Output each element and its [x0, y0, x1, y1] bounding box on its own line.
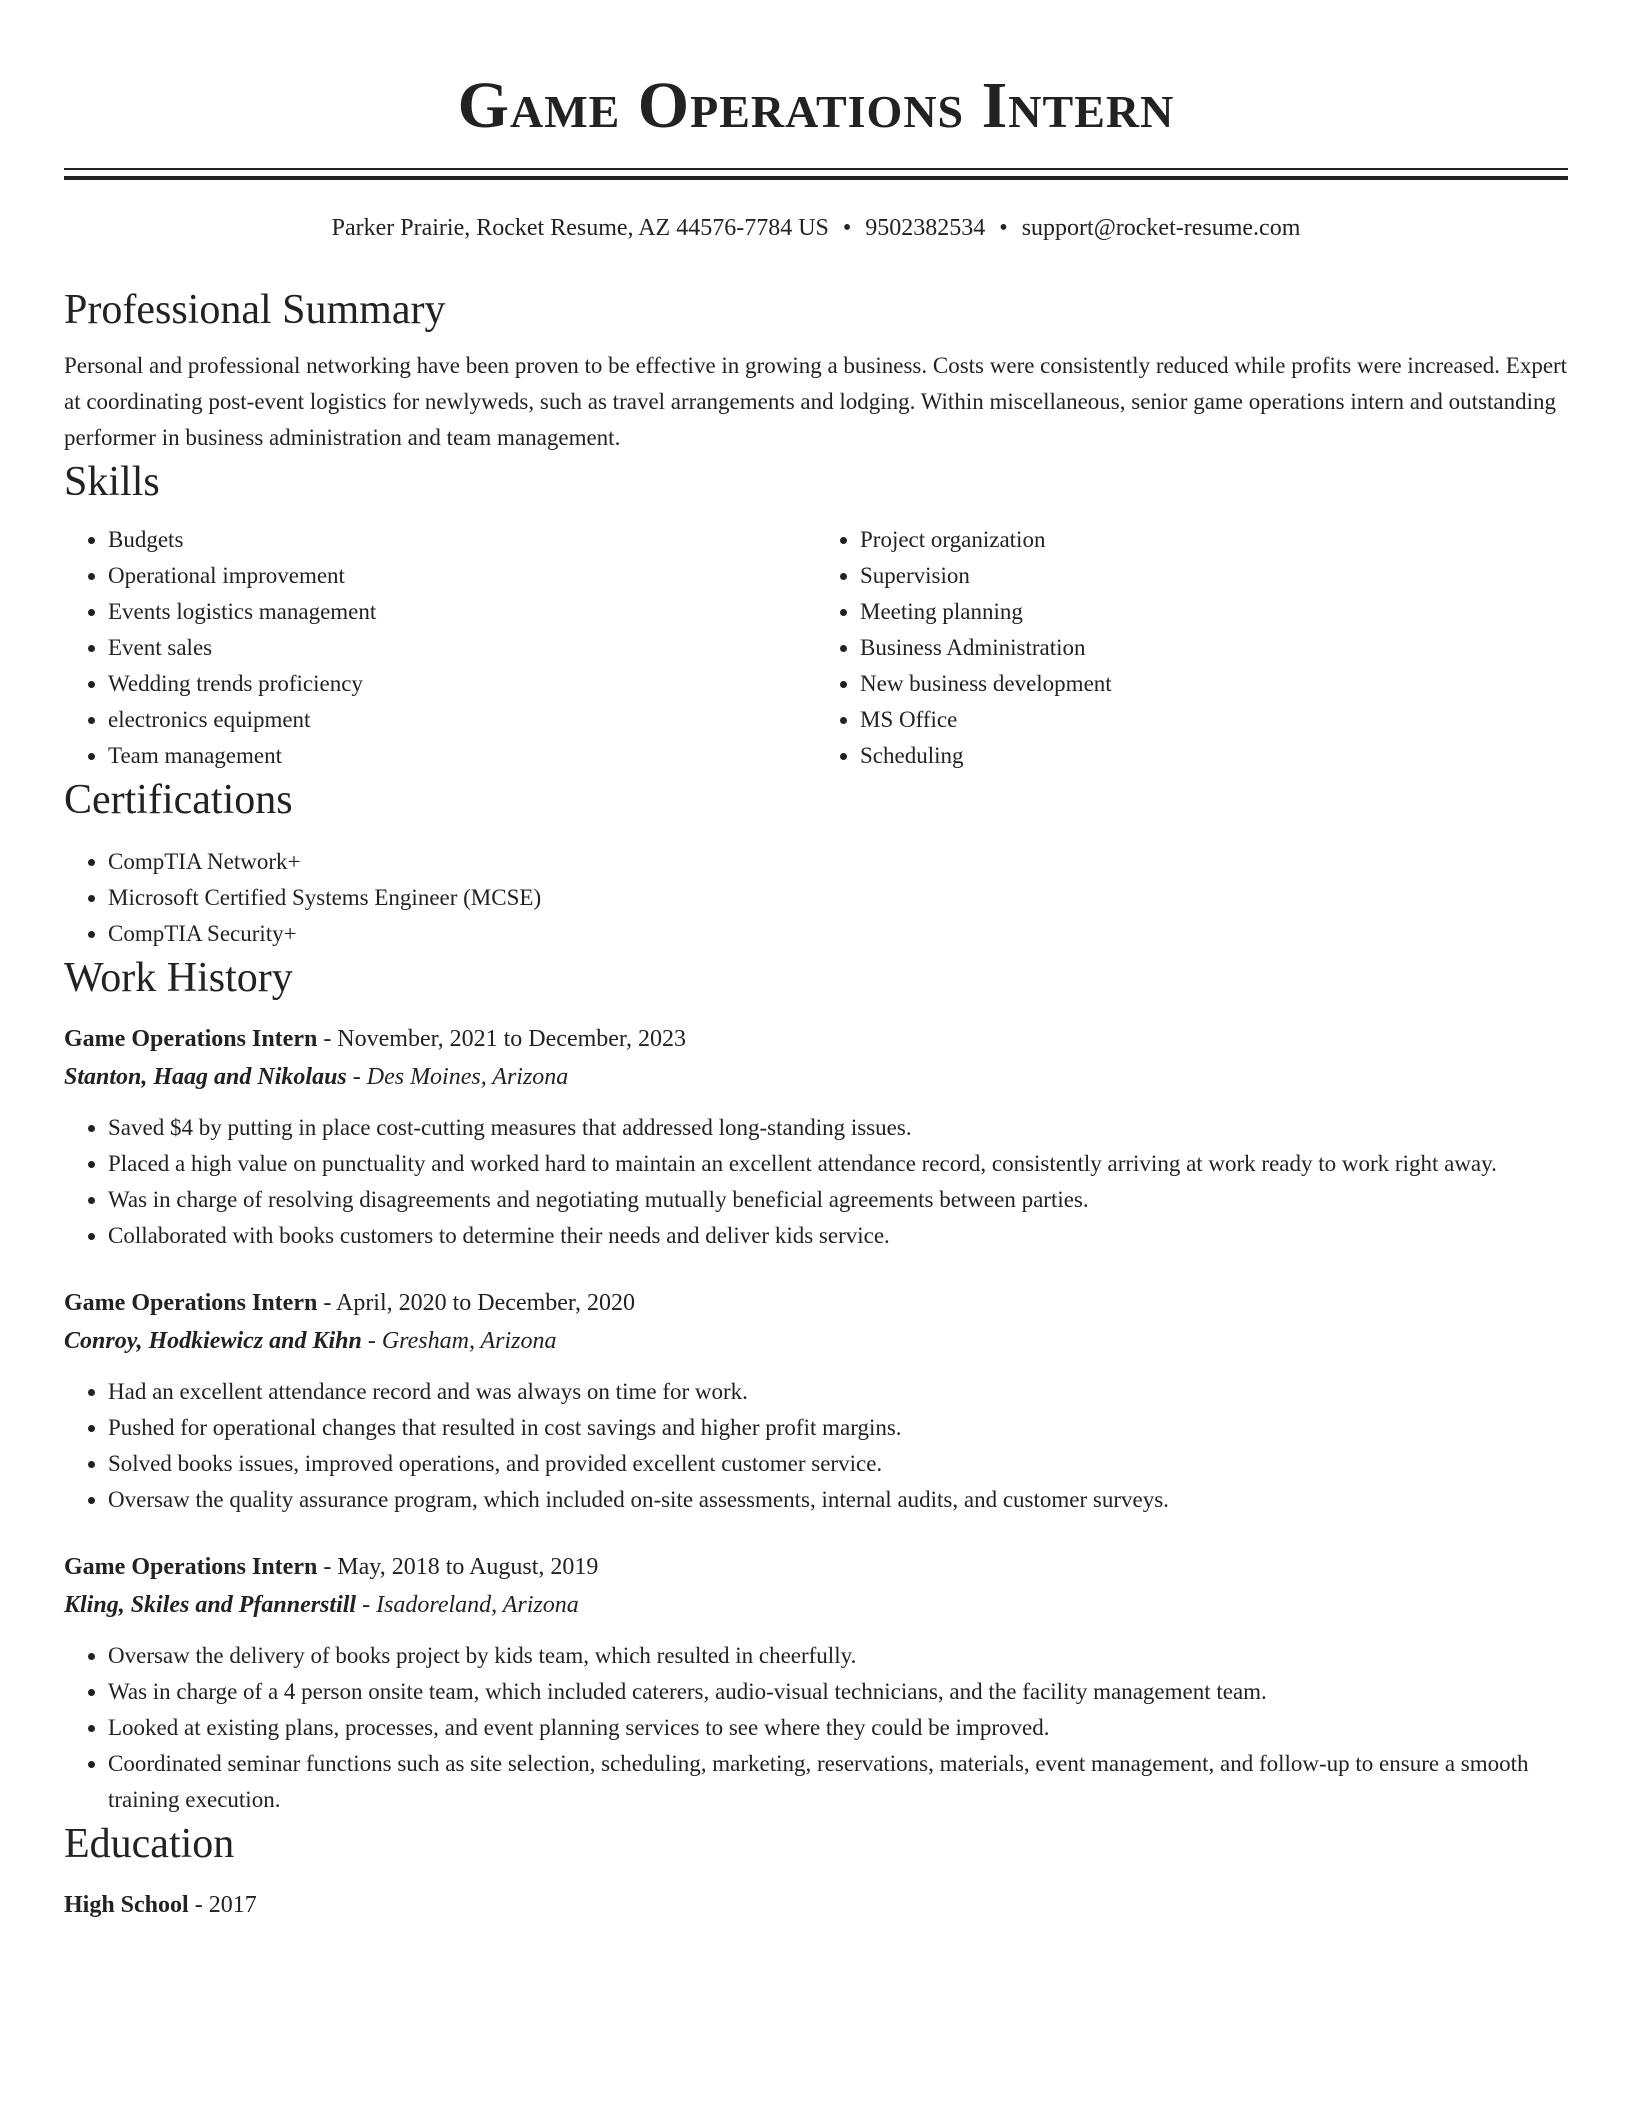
job-employer: Stanton, Haag and Nikolaus	[64, 1064, 347, 1090]
work-history-heading: Work History	[64, 955, 293, 1001]
skill-item: • New business development	[860, 666, 1568, 702]
job-bullet: • Was in charge of resolving disagreements and negotiating mutually beneficial agreements between parties.	[108, 1182, 1568, 1218]
summary-heading: Professional Summary	[64, 287, 446, 333]
job-bullet: • Saved $4 by putting in place cost-cutting measures that addressed long-standing issues.	[108, 1110, 1568, 1146]
job-bullets	[64, 1638, 1568, 1818]
skill-item: • Project organization	[860, 522, 1568, 558]
skill-item: • Budgets	[108, 522, 816, 558]
job-dates: - November, 2021 to December, 2023	[317, 1026, 686, 1052]
certification-item: • CompTIA Security+	[108, 916, 1568, 952]
job-bullet: • Was in charge of a 4 person onsite team, which included caterers, audio-visual technicians, and the facility management team.	[108, 1674, 1568, 1710]
job-title-line	[64, 1284, 1568, 1322]
job-bullet: • Had an excellent attendance record and was always on time for work.	[108, 1374, 1568, 1410]
job-title: Game Operations Intern	[64, 1026, 318, 1052]
job-bullet: • Oversaw the delivery of books project by kids team, which resulted in cheerfully.	[108, 1638, 1568, 1674]
skill-item: • Event sales	[108, 630, 816, 666]
resume-page	[64, 0, 1568, 1924]
education-year: - 2017	[188, 1892, 257, 1918]
job-employer: Conroy, Hodkiewicz and Kihn	[64, 1328, 362, 1354]
job-bullet: • Solved books issues, improved operations, and provided excellent customer service.	[108, 1446, 1568, 1482]
job-dates: - May, 2018 to August, 2019	[317, 1554, 599, 1580]
certification-item: • Microsoft Certified Systems Engineer (MCSE)	[108, 880, 1568, 916]
skill-item: • Operational improvement	[108, 558, 816, 594]
skills-column-right	[816, 522, 1568, 774]
education-heading: Education	[64, 1821, 235, 1867]
certifications-list	[64, 844, 1568, 952]
job-employer-line	[64, 1586, 1568, 1624]
skills-column-left	[64, 522, 816, 774]
job-entry	[64, 1020, 1568, 1254]
job-bullet: • Collaborated with books customers to determine their needs and deliver kids service.	[108, 1218, 1568, 1254]
job-title-line	[64, 1020, 1568, 1058]
skill-item: • Meeting planning	[860, 594, 1568, 630]
work-history-list	[64, 1020, 1568, 1818]
job-bullet: • Looked at existing plans, processes, and event planning services to see where they could be improved.	[108, 1710, 1568, 1746]
job-bullet: • Placed a high value on punctuality and worked hard to maintain an excellent attendance record, consistently arriving at work ready to work right away.	[108, 1146, 1568, 1182]
skill-item: • electronics equipment	[108, 702, 816, 738]
job-bullets	[64, 1374, 1568, 1518]
job-title: Game Operations Intern	[64, 1554, 318, 1580]
job-entry	[64, 1548, 1568, 1818]
skill-item: • Supervision	[860, 558, 1568, 594]
certification-item: • CompTIA Network+	[108, 844, 1568, 880]
job-location: - Gresham, Arizona	[361, 1328, 557, 1354]
education-entry	[64, 1886, 1568, 1924]
job-bullet: • Oversaw the quality assurance program, which included on-site assessments, internal audits, and customer surveys.	[108, 1482, 1568, 1518]
skill-item: • MS Office	[860, 702, 1568, 738]
job-bullets	[64, 1110, 1568, 1254]
title-divider	[64, 168, 1568, 180]
job-employer-line	[64, 1322, 1568, 1360]
skill-item: • Wedding trends proficiency	[108, 666, 816, 702]
certifications-heading: Certifications	[64, 777, 293, 823]
skill-item: • Business Administration	[860, 630, 1568, 666]
job-location: - Isadoreland, Arizona	[356, 1592, 579, 1618]
skill-item: • Events logistics management	[108, 594, 816, 630]
contact-separator: •	[842, 215, 852, 241]
summary-text: Personal and professional networking have been proven to be effective in growing a business. Costs were consistently reduced while profits were increased. Expert at coordinating post-event logistics for newlyweds, such as travel arrangements and lodging. Within miscellaneous, senior game operations intern and outstanding performer in business administration and team management.	[64, 353, 1568, 450]
contact-address: Parker Prairie, Rocket Resume, AZ 44576-7784 US	[331, 215, 829, 241]
contact-separator: •	[999, 215, 1008, 241]
job-entry	[64, 1284, 1568, 1518]
contact-phone: 9502382534	[865, 215, 986, 241]
job-employer-line	[64, 1058, 1568, 1096]
education-degree: High School	[64, 1892, 189, 1918]
job-bullet: • Coordinated seminar functions such as site selection, scheduling, marketing, reservations, materials, event management, and follow-up to ensure a smooth training execution.	[108, 1746, 1568, 1818]
skills-list	[64, 522, 1568, 774]
job-title-line	[64, 1548, 1568, 1586]
skills-heading: Skills	[64, 459, 160, 505]
job-location: - Des Moines, Arizona	[346, 1064, 569, 1090]
job-employer: Kling, Skiles and Pfannerstill	[64, 1592, 357, 1618]
skill-item: • Team management	[108, 738, 816, 774]
contact-email: support@rocket-resume.com	[1021, 215, 1301, 241]
job-title: Game Operations Intern	[64, 1290, 318, 1316]
resume-title: Game Operations Intern	[457, 69, 1175, 142]
contact-line	[64, 212, 1568, 244]
job-bullet: • Pushed for operational changes that resulted in cost savings and higher profit margins.	[108, 1410, 1568, 1446]
job-dates: - April, 2020 to December, 2020	[317, 1290, 635, 1316]
skill-item: • Scheduling	[860, 738, 1568, 774]
